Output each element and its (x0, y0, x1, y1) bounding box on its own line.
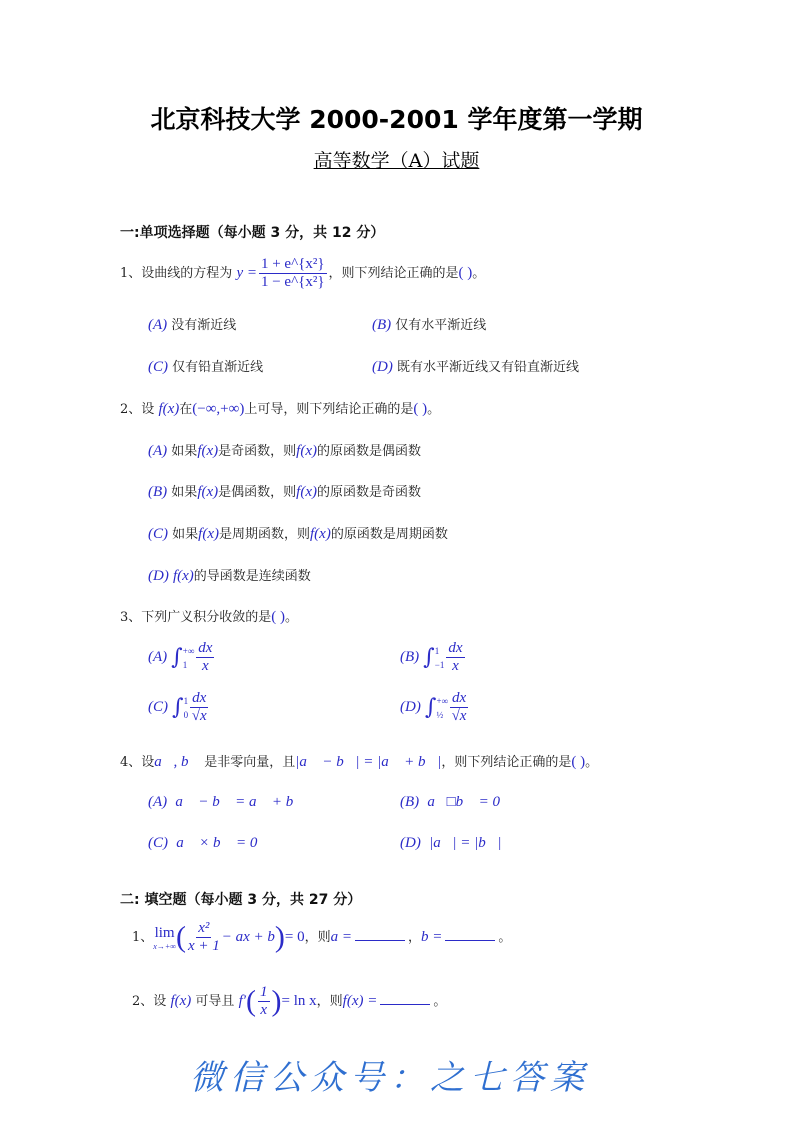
option-text: 是奇函数，则 (218, 444, 297, 459)
lower-limit: 1 (182, 659, 188, 670)
option-text: 仅有水平渐近线 (395, 318, 487, 333)
q-text: ，则下列结论正确的是 (328, 266, 459, 281)
numerator: 1 + e^{x²} (260, 256, 325, 272)
answer-blank[interactable] (380, 1004, 430, 1005)
numerator: dx (451, 690, 467, 706)
watermark: 微信公众号：之七答案 (190, 1058, 590, 1098)
option-label: (D) (372, 359, 393, 375)
integral (171, 640, 216, 675)
math-interval: (−∞,+∞) (192, 401, 245, 417)
option-expr: |a⃗| = |b⃗| (429, 835, 502, 851)
denominator: √x (451, 708, 467, 724)
limit (153, 925, 176, 951)
denominator: x + 1 (187, 938, 220, 954)
option-label: (D) (400, 699, 421, 715)
option-text: 是偶函数，则 (218, 485, 297, 500)
lower-limit: ½ (436, 709, 444, 720)
section2-heading: 二: 填空题（每小题 3 分，共 27 分） (120, 892, 362, 908)
math-fx: f(x) = (342, 993, 378, 1009)
math-a: a = (330, 929, 352, 945)
upper-limit: +∞ (436, 695, 448, 706)
subtitle-text: 高等数学（A）试题 (313, 150, 480, 172)
math-eq: = 0 (284, 929, 305, 945)
fill-question-2 (132, 984, 446, 1019)
option-label: (A) (148, 794, 168, 810)
question-4 (120, 751, 598, 771)
lim-sub: x→+∞ (153, 941, 176, 951)
q-num: 1、 (120, 266, 142, 281)
exam-subtitle (0, 146, 793, 173)
option-text: 如果 (171, 444, 198, 459)
math-fx: f(x) (172, 568, 194, 584)
option-text: 的导函数是连续函数 (193, 569, 311, 584)
math-fx: f(x) (158, 401, 180, 417)
option-d (148, 565, 311, 585)
answer-blank-a[interactable] (355, 940, 405, 941)
q-text: ，则 (304, 930, 331, 945)
math-eq: = ln x (281, 993, 317, 1009)
option-text: 如果 (172, 527, 199, 542)
option-a (148, 314, 236, 334)
option-text: 仅有铅直渐近线 (172, 360, 264, 375)
option-expr: a⃗□b⃗ = 0 (427, 794, 500, 810)
q-text: 设 (141, 402, 155, 417)
option-b (148, 481, 421, 501)
upper-limit: 1 (434, 645, 440, 656)
math-expr: − ax + b (221, 929, 275, 945)
q-end: 。 (427, 402, 441, 417)
option-label: (B) (148, 484, 168, 500)
answer-blank-b[interactable] (445, 940, 495, 941)
option-c (148, 835, 269, 852)
math-condition: |a⃗ − b⃗| = |a⃗ + b⃗| (295, 754, 442, 770)
math-vectors: a⃗, b⃗ (154, 754, 201, 770)
option-label: (B) (372, 317, 392, 333)
q-end: 。 (472, 266, 486, 281)
option-c (148, 523, 448, 543)
left-paren-icon: ( (175, 920, 186, 954)
q-num: 4、 (120, 755, 142, 770)
q-num: 3、 (120, 610, 142, 625)
numerator: dx (192, 690, 207, 706)
option-text: 的原函数是偶函数 (316, 444, 421, 459)
option-text: 既有水平渐近线又有铅直渐近线 (396, 360, 579, 375)
math-fx: f(x) (296, 443, 317, 459)
option-text: 没有渐近线 (171, 318, 237, 333)
q-num: 1、 (132, 930, 154, 945)
q-text: 设 (153, 994, 167, 1009)
option-label: (B) (400, 649, 420, 665)
q-text: 可导且 (195, 994, 235, 1009)
integral (172, 690, 210, 725)
q-end: 。 (498, 930, 512, 945)
option-b (400, 640, 467, 675)
question-1 (120, 256, 485, 291)
answer-paren: ( ) (271, 609, 286, 625)
denominator: x (260, 1002, 268, 1018)
option-b (400, 794, 500, 811)
math-fx: f(x) (310, 526, 331, 542)
integral-sign-icon: ∫ (423, 645, 435, 670)
option-a (148, 640, 216, 675)
upper-limit: 1 (183, 695, 189, 706)
option-text: 的原函数是奇函数 (316, 485, 421, 500)
math-y: y = (236, 265, 257, 281)
option-label: (B) (400, 794, 420, 810)
answer-paren: ( ) (413, 401, 428, 417)
option-c (148, 690, 210, 725)
option-d (400, 690, 470, 725)
option-label: (C) (148, 526, 168, 542)
fill-question-1 (132, 920, 511, 955)
denominator: 1 − e^{x²} (260, 274, 325, 290)
option-text: 是周期函数，则 (218, 527, 310, 542)
integral-sign-icon: ∫ (172, 695, 184, 720)
math-fprime: f′ (238, 993, 247, 1009)
q-text: 设 (141, 755, 155, 770)
math-fx: f(x) (170, 993, 192, 1009)
option-d (372, 356, 579, 376)
lim-text: lim (154, 924, 175, 941)
denominator: x (202, 658, 209, 674)
question-3 (120, 606, 298, 626)
integral-sign-icon: ∫ (171, 645, 183, 670)
option-label: (D) (148, 568, 169, 584)
q-end: 。 (285, 610, 299, 625)
math-b: b = (421, 929, 443, 945)
exam-title: 北京科技大学 2000-2001 学年度第一学期 (150, 105, 643, 134)
math-fx: f(x) (296, 484, 317, 500)
right-paren-icon: ) (271, 984, 282, 1018)
q-text: 在 (179, 402, 193, 417)
numerator: 1 (260, 984, 268, 1000)
numerator: x² (198, 920, 210, 936)
option-a (148, 794, 305, 811)
integral (425, 690, 470, 725)
lower-limit: 0 (183, 709, 189, 720)
q-num: 2、 (132, 994, 154, 1009)
lower-limit: −1 (434, 659, 445, 670)
q-text: ，则下列结论正确的是 (441, 755, 572, 770)
upper-limit: +∞ (182, 645, 195, 656)
left-paren-icon: ( (246, 984, 257, 1018)
option-label: (D) (400, 835, 421, 851)
math-fx: f(x) (197, 443, 219, 459)
answer-paren: ( ) (458, 265, 473, 281)
option-label: (A) (148, 649, 168, 665)
denominator: x (452, 658, 459, 674)
denominator: √x (191, 708, 207, 724)
math-fx: f(x) (197, 484, 219, 500)
integral (423, 640, 466, 675)
option-expr: a⃗ − b⃗ = a⃗ + b⃗ (175, 794, 305, 810)
option-text: 如果 (171, 485, 198, 500)
q-text: ，则 (316, 994, 343, 1009)
option-c (148, 356, 263, 376)
question-2 (120, 398, 440, 418)
section1-heading: 一:单项选择题（每小题 3 分，共 12 分） (120, 225, 385, 241)
numerator: dx (448, 640, 463, 656)
q-text: 是非零向量，且 (204, 755, 296, 770)
q-end: 。 (585, 755, 599, 770)
option-a (148, 440, 421, 460)
fraction (259, 256, 327, 291)
option-label: (C) (148, 699, 168, 715)
q-text: 上可导，则下列结论正确的是 (244, 402, 414, 417)
right-paren-icon: ) (274, 920, 285, 954)
option-label: (A) (148, 317, 168, 333)
option-label: (A) (148, 443, 168, 459)
option-b (372, 314, 486, 334)
q-num: 2、 (120, 402, 142, 417)
q-text: 下列广义积分收敛的是 (141, 610, 272, 625)
q-text: ， (407, 930, 421, 945)
option-text: 的原函数是周期函数 (330, 527, 448, 542)
option-expr: a⃗ × b⃗ = 0⃗ (176, 835, 270, 851)
numerator: dx (198, 640, 213, 656)
q-end: 。 (433, 994, 447, 1009)
integral-sign-icon: ∫ (424, 695, 437, 720)
answer-paren: ( ) (571, 754, 586, 770)
option-d (400, 835, 502, 852)
option-label: (C) (148, 359, 168, 375)
option-label: (C) (148, 835, 168, 851)
q-text: 设曲线的方程为 (141, 266, 233, 281)
math-fx: f(x) (198, 526, 219, 542)
